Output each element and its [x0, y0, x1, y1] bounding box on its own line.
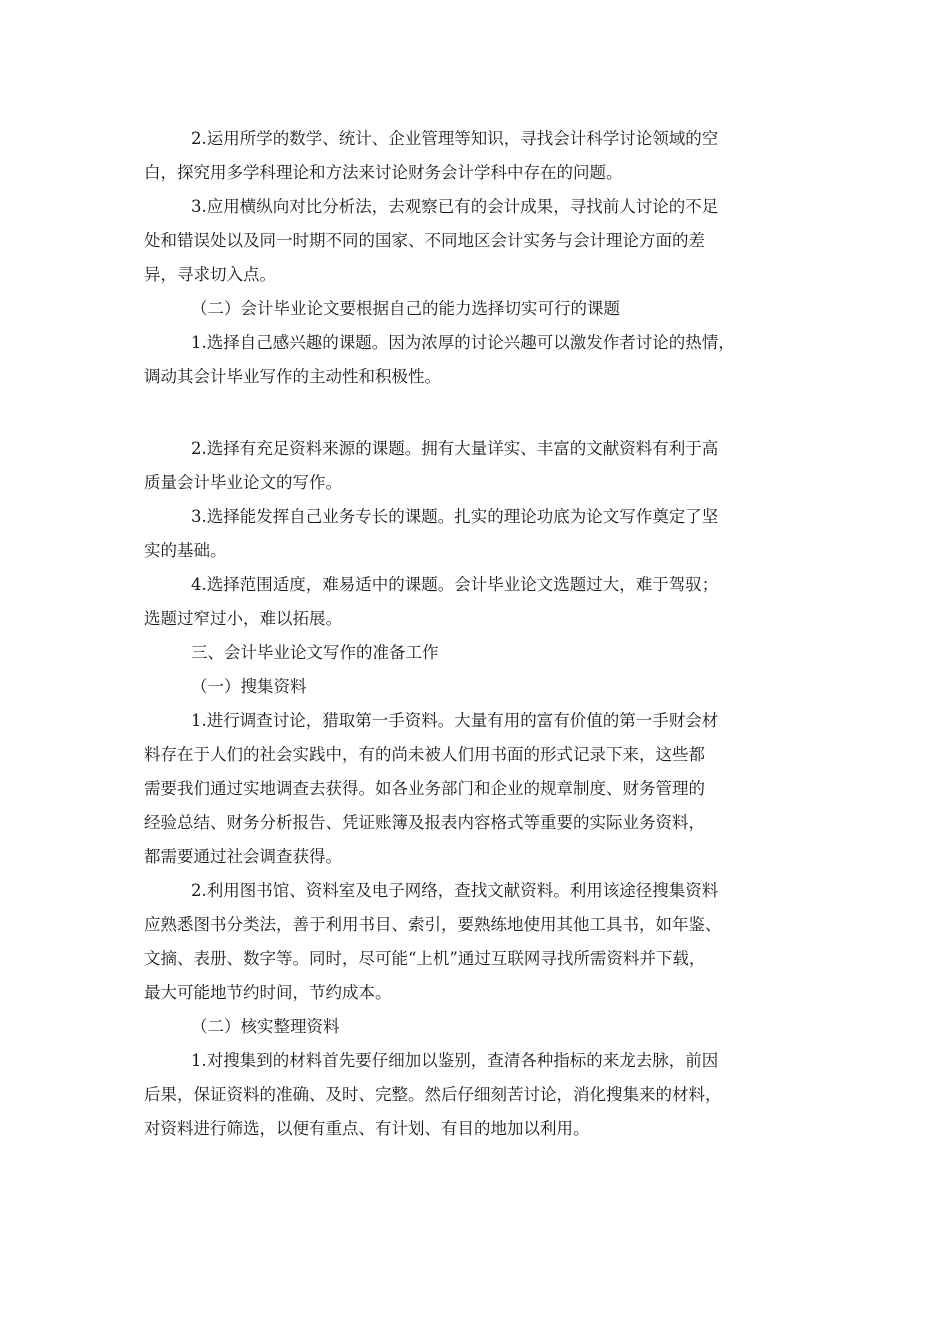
heading-text: （二）核实整理资料	[191, 1017, 340, 1036]
paragraph	[144, 1044, 804, 1146]
paragraph	[144, 568, 804, 636]
paragraph	[144, 326, 804, 394]
section-heading	[144, 670, 804, 704]
text-line: 4.选择范围适度，难易适中的课题。会计毕业论文选题过大，难于驾驭；	[191, 575, 719, 594]
text-line: 2.选择有充足资料来源的课题。拥有大量详实、丰富的文献资料有利于高	[191, 439, 719, 458]
heading-text: 三、会计毕业论文写作的准备工作	[191, 643, 439, 662]
section-heading	[144, 1010, 804, 1044]
chapter-heading	[144, 636, 804, 670]
paragraph	[144, 704, 804, 874]
text-line: 经验总结、财务分析报告、凭证账簿及报表内容格式等重要的实际业务资料，	[144, 813, 705, 832]
paragraph	[144, 190, 804, 292]
text-line: 质量会计毕业论文的写作。	[144, 473, 342, 492]
paragraph	[144, 432, 804, 500]
text-line: 处和错误处以及同一时期不同的国家、不同地区会计实务与会计理论方面的差	[144, 231, 705, 250]
text-line: 白，探究用多学科理论和方法来讨论财务会计学科中存在的问题。	[144, 163, 623, 182]
paragraph	[144, 122, 804, 190]
text-line: 2.运用所学的数学、统计、企业管理等知识，寻找会计科学讨论领域的空	[191, 129, 719, 148]
heading-text: （一）搜集资料	[191, 677, 307, 696]
text-line: 料存在于人们的社会实践中，有的尚未被人们用书面的形式记录下来，这些都	[144, 745, 705, 764]
text-line: 1.选择自己感兴趣的课题。因为浓厚的讨论兴趣可以激发作者讨论的热情，	[191, 333, 735, 352]
text-line: 对资料进行筛选，以便有重点、有计划、有目的地加以利用。	[144, 1119, 590, 1138]
text-line: 1.进行调查讨论，猎取第一手资料。大量有用的富有价值的第一手财会材	[191, 711, 719, 730]
blank-space	[144, 394, 804, 432]
text-line: 3.选择能发挥自己业务专长的课题。扎实的理论功底为论文写作奠定了坚	[191, 507, 719, 526]
text-line: 需要我们通过实地调查去获得。如各业务部门和企业的规章制度、财务管理的	[144, 779, 705, 798]
paragraph	[144, 874, 804, 1010]
text-line: 应熟悉图书分类法，善于利用书目、索引，要熟练地使用其他工具书，如年鉴、	[144, 915, 722, 934]
text-line: 异，寻求切入点。	[144, 265, 276, 284]
section-heading	[144, 292, 804, 326]
text-line: 调动其会计毕业写作的主动性和积极性。	[144, 367, 441, 386]
text-line: 最大可能地节约时间，节约成本。	[144, 983, 392, 1002]
text-line: 3.应用横纵向对比分析法，去观察已有的会计成果，寻找前人讨论的不足	[191, 197, 719, 216]
document-body	[144, 122, 804, 1146]
heading-text: （二）会计毕业论文要根据自己的能力选择切实可行的课题	[191, 299, 620, 318]
text-line: 1.对搜集到的材料首先要仔细加以鉴别，查清各种指标的来龙去脉，前因	[191, 1051, 719, 1070]
text-line: 选题过窄过小，难以拓展。	[144, 609, 342, 628]
paragraph	[144, 500, 804, 568]
text-line: 都需要通过社会调查获得。	[144, 847, 342, 866]
text-line: 文摘、表册、数字等。同时，尽可能“上机”通过互联网寻找所需资料并下载，	[144, 949, 706, 968]
text-line: 后果，保证资料的准确、及时、完整。然后仔细刻苦讨论，消化搜集来的材料，	[144, 1085, 722, 1104]
text-line: 2.利用图书馆、资料室及电子网络，查找文献资料。利用该途径搜集资料	[191, 881, 719, 900]
text-line: 实的基础。	[144, 541, 227, 560]
